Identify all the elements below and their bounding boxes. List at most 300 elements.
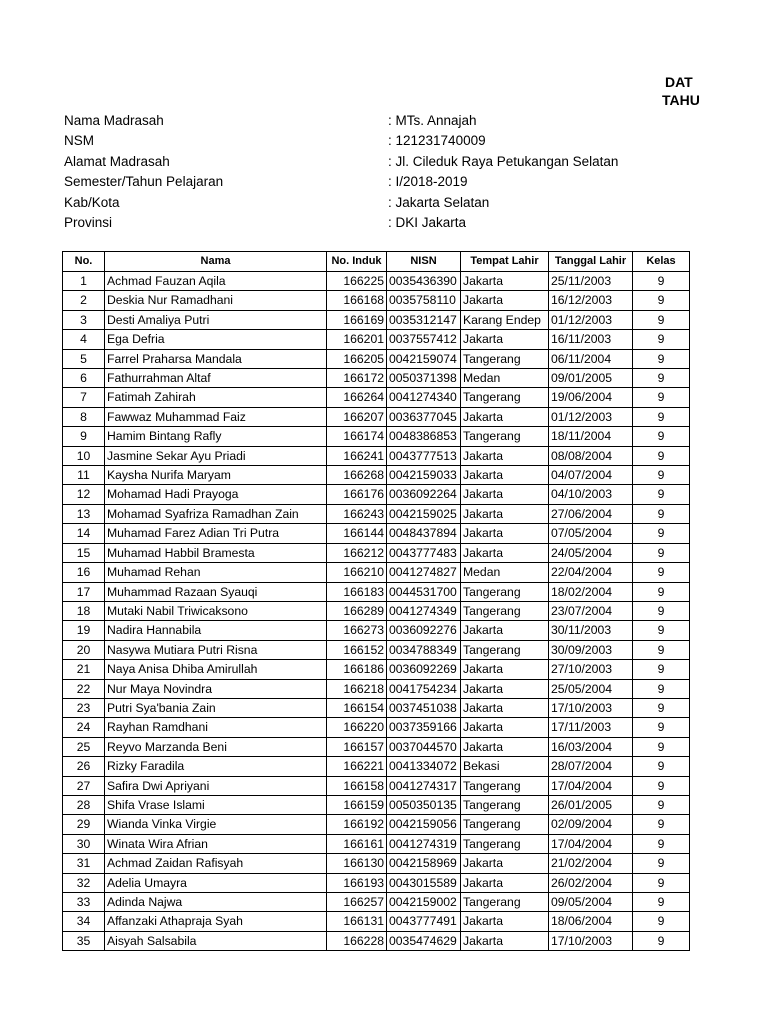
cell-tempat-lahir: Jakarta xyxy=(461,737,549,756)
cell-nisn: 0043777483 xyxy=(387,543,461,562)
page-title-line1: DAT xyxy=(665,74,693,90)
cell-no: 12 xyxy=(63,485,105,504)
cell-tanggal-lahir: 27/06/2004 xyxy=(549,504,633,523)
cell-nisn: 0037359166 xyxy=(387,718,461,737)
cell-no: 25 xyxy=(63,737,105,756)
cell-no: 15 xyxy=(63,543,105,562)
cell-no: 17 xyxy=(63,582,105,601)
cell-tanggal-lahir: 18/06/2004 xyxy=(549,912,633,931)
cell-no: 33 xyxy=(63,893,105,912)
cell-tanggal-lahir: 08/08/2004 xyxy=(549,446,633,465)
cell-no-induk: 166168 xyxy=(327,291,387,310)
cell-nama: Jasmine Sekar Ayu Priadi xyxy=(105,446,327,465)
cell-nama: Putri Sya'bania Zain xyxy=(105,698,327,717)
cell-kelas: 9 xyxy=(633,757,690,776)
cell-nama: Rizky Faradila xyxy=(105,757,327,776)
cell-kelas: 9 xyxy=(633,582,690,601)
cell-tempat-lahir: Jakarta xyxy=(461,272,549,291)
cell-nisn: 0048386853 xyxy=(387,427,461,446)
cell-nisn: 0036092269 xyxy=(387,660,461,679)
cell-no: 28 xyxy=(63,795,105,814)
cell-nisn: 0043015589 xyxy=(387,873,461,892)
info-value: : I/2018-2019 xyxy=(388,174,468,190)
table-row xyxy=(63,854,690,873)
cell-nama: Muhamad Habbil Bramesta xyxy=(105,543,327,562)
cell-nama: Muhammad Razaan Syauqi xyxy=(105,582,327,601)
cell-nama: Mohamad Syafriza Ramadhan Zain xyxy=(105,504,327,523)
cell-tempat-lahir: Jakarta xyxy=(461,466,549,485)
cell-nama: Winata Wira Afrian xyxy=(105,834,327,853)
cell-tempat-lahir: Jakarta xyxy=(461,446,549,465)
cell-no: 5 xyxy=(63,349,105,368)
cell-no: 20 xyxy=(63,640,105,659)
cell-tempat-lahir: Jakarta xyxy=(461,504,549,523)
column-header: No. xyxy=(63,252,105,272)
cell-tanggal-lahir: 17/10/2003 xyxy=(549,698,633,717)
table-row xyxy=(63,737,690,756)
cell-no-induk: 166174 xyxy=(327,427,387,446)
cell-tanggal-lahir: 30/09/2003 xyxy=(549,640,633,659)
table-row xyxy=(63,330,690,349)
cell-kelas: 9 xyxy=(633,427,690,446)
column-header: Tempat Lahir xyxy=(461,252,549,272)
cell-tempat-lahir: Jakarta xyxy=(461,873,549,892)
cell-no: 29 xyxy=(63,815,105,834)
cell-no: 1 xyxy=(63,272,105,291)
cell-tanggal-lahir: 06/11/2004 xyxy=(549,349,633,368)
cell-no-induk: 166257 xyxy=(327,893,387,912)
table-row xyxy=(63,601,690,620)
cell-tempat-lahir: Tangerang xyxy=(461,349,549,368)
cell-nisn: 0050350135 xyxy=(387,795,461,814)
cell-kelas: 9 xyxy=(633,601,690,620)
info-label: Semester/Tahun Pelajaran xyxy=(64,174,224,190)
cell-no: 3 xyxy=(63,310,105,329)
cell-nama: Deskia Nur Ramadhani xyxy=(105,291,327,310)
cell-no-induk: 166159 xyxy=(327,795,387,814)
cell-no: 22 xyxy=(63,679,105,698)
cell-no-induk: 166243 xyxy=(327,504,387,523)
cell-no: 31 xyxy=(63,854,105,873)
info-label: Provinsi xyxy=(64,214,113,230)
cell-nama: Nasywa Mutiara Putri Risna xyxy=(105,640,327,659)
cell-tanggal-lahir: 19/06/2004 xyxy=(549,388,633,407)
cell-tanggal-lahir: 09/01/2005 xyxy=(549,369,633,388)
info-value: : 121231740009 xyxy=(388,133,486,149)
table-row xyxy=(63,660,690,679)
cell-no-induk: 166218 xyxy=(327,679,387,698)
cell-tempat-lahir: Jakarta xyxy=(461,912,549,931)
cell-tanggal-lahir: 01/12/2003 xyxy=(549,310,633,329)
table-row xyxy=(63,524,690,543)
info-value: : MTs. Annajah xyxy=(388,113,477,128)
cell-no: 9 xyxy=(63,427,105,446)
cell-nama: Affanzaki Athapraja Syah xyxy=(105,912,327,931)
cell-kelas: 9 xyxy=(633,388,690,407)
table-row xyxy=(63,621,690,640)
cell-no-induk: 166241 xyxy=(327,446,387,465)
table-row xyxy=(63,272,690,291)
cell-nisn: 0036092264 xyxy=(387,485,461,504)
cell-no-induk: 166273 xyxy=(327,621,387,640)
cell-no: 7 xyxy=(63,388,105,407)
cell-kelas: 9 xyxy=(633,621,690,640)
cell-no-induk: 166201 xyxy=(327,330,387,349)
cell-tempat-lahir: Medan xyxy=(461,563,549,582)
cell-kelas: 9 xyxy=(633,504,690,523)
cell-tanggal-lahir: 21/02/2004 xyxy=(549,854,633,873)
cell-no-induk: 166268 xyxy=(327,466,387,485)
table-row xyxy=(63,931,690,950)
cell-nama: Nadira Hannabila xyxy=(105,621,327,640)
cell-tempat-lahir: Tangerang xyxy=(461,582,549,601)
table-row xyxy=(63,795,690,814)
cell-no: 35 xyxy=(63,931,105,950)
cell-nisn: 0043777513 xyxy=(387,446,461,465)
cell-tanggal-lahir: 01/12/2003 xyxy=(549,407,633,426)
cell-nisn: 0041274349 xyxy=(387,601,461,620)
info-value: : Jakarta Selatan xyxy=(388,194,490,210)
cell-tempat-lahir: Tangerang xyxy=(461,388,549,407)
cell-nisn: 0042159074 xyxy=(387,349,461,368)
cell-tempat-lahir: Jakarta xyxy=(461,931,549,950)
cell-tanggal-lahir: 28/07/2004 xyxy=(549,757,633,776)
cell-tanggal-lahir: 16/11/2003 xyxy=(549,330,633,349)
cell-no: 11 xyxy=(63,466,105,485)
cell-tempat-lahir: Tangerang xyxy=(461,776,549,795)
cell-nama: Ega Defria xyxy=(105,330,327,349)
cell-kelas: 9 xyxy=(633,524,690,543)
cell-tanggal-lahir: 16/12/2003 xyxy=(549,291,633,310)
cell-no: 27 xyxy=(63,776,105,795)
cell-nama: Hamim Bintang Rafly xyxy=(105,427,327,446)
cell-kelas: 9 xyxy=(633,660,690,679)
cell-kelas: 9 xyxy=(633,291,690,310)
cell-tempat-lahir: Tangerang xyxy=(461,834,549,853)
cell-tanggal-lahir: 17/04/2004 xyxy=(549,834,633,853)
cell-tempat-lahir: Medan xyxy=(461,369,549,388)
cell-tempat-lahir: Jakarta xyxy=(461,330,549,349)
cell-nama: Achmad Fauzan Aqila xyxy=(105,272,327,291)
table-row xyxy=(63,427,690,446)
cell-nisn: 0043777491 xyxy=(387,912,461,931)
cell-no-induk: 166289 xyxy=(327,601,387,620)
table-row xyxy=(63,543,690,562)
cell-no-induk: 166130 xyxy=(327,854,387,873)
cell-no-induk: 166161 xyxy=(327,834,387,853)
cell-tempat-lahir: Tangerang xyxy=(461,601,549,620)
cell-tempat-lahir: Karang Endep xyxy=(461,310,549,329)
cell-no-induk: 166144 xyxy=(327,524,387,543)
cell-no-induk: 166176 xyxy=(327,485,387,504)
table-row xyxy=(63,291,690,310)
cell-tanggal-lahir: 24/05/2004 xyxy=(549,543,633,562)
column-header: Tanggal Lahir xyxy=(549,252,633,272)
cell-nisn: 0041274827 xyxy=(387,563,461,582)
cell-tanggal-lahir: 30/11/2003 xyxy=(549,621,633,640)
cell-no: 2 xyxy=(63,291,105,310)
cell-nama: Rayhan Ramdhani xyxy=(105,718,327,737)
info-value: : Jl. Cileduk Raya Petukangan Selatan xyxy=(388,153,619,169)
cell-tempat-lahir: Jakarta xyxy=(461,485,549,504)
cell-kelas: 9 xyxy=(633,563,690,582)
cell-nisn: 0035474629 xyxy=(387,931,461,950)
cell-no-induk: 166193 xyxy=(327,873,387,892)
cell-nisn: 0041754234 xyxy=(387,679,461,698)
cell-nisn: 0042158969 xyxy=(387,854,461,873)
cell-tempat-lahir: Jakarta xyxy=(461,718,549,737)
cell-no-induk: 166225 xyxy=(327,272,387,291)
cell-nama: Kaysha Nurifa Maryam xyxy=(105,466,327,485)
cell-nisn: 0042159025 xyxy=(387,504,461,523)
column-header: Kelas xyxy=(633,252,690,272)
cell-tempat-lahir: Jakarta xyxy=(461,291,549,310)
cell-tanggal-lahir: 22/04/2004 xyxy=(549,563,633,582)
cell-nisn: 0037451038 xyxy=(387,698,461,717)
cell-nisn: 0041334072 xyxy=(387,757,461,776)
cell-nisn: 0035436390 xyxy=(387,272,461,291)
table-row xyxy=(63,485,690,504)
cell-tanggal-lahir: 09/05/2004 xyxy=(549,893,633,912)
column-header: NISN xyxy=(387,252,461,272)
cell-no: 34 xyxy=(63,912,105,931)
cell-no-induk: 166169 xyxy=(327,310,387,329)
cell-no-induk: 166183 xyxy=(327,582,387,601)
cell-kelas: 9 xyxy=(633,776,690,795)
cell-nama: Mohamad Hadi Prayoga xyxy=(105,485,327,504)
cell-tanggal-lahir: 17/04/2004 xyxy=(549,776,633,795)
cell-no-induk: 166154 xyxy=(327,698,387,717)
cell-nisn: 0041274340 xyxy=(387,388,461,407)
cell-no-induk: 166152 xyxy=(327,640,387,659)
cell-no: 14 xyxy=(63,524,105,543)
cell-no: 21 xyxy=(63,660,105,679)
cell-no-induk: 166220 xyxy=(327,718,387,737)
table-row xyxy=(63,912,690,931)
cell-kelas: 9 xyxy=(633,679,690,698)
table-row xyxy=(63,466,690,485)
cell-tempat-lahir: Tangerang xyxy=(461,640,549,659)
cell-nisn: 0042159002 xyxy=(387,893,461,912)
table-row xyxy=(63,718,690,737)
cell-tanggal-lahir: 18/11/2004 xyxy=(549,427,633,446)
cell-kelas: 9 xyxy=(633,795,690,814)
column-header: Nama xyxy=(105,252,327,272)
table-row xyxy=(63,388,690,407)
cell-kelas: 9 xyxy=(633,737,690,756)
info-value: : DKI Jakarta xyxy=(388,214,467,230)
cell-nama: Wianda Vinka Virgie xyxy=(105,815,327,834)
cell-nisn: 0042159056 xyxy=(387,815,461,834)
table-row xyxy=(63,776,690,795)
cell-no: 13 xyxy=(63,504,105,523)
table-row xyxy=(63,407,690,426)
cell-tanggal-lahir: 23/07/2004 xyxy=(549,601,633,620)
cell-no-induk: 166205 xyxy=(327,349,387,368)
info-label: Kab/Kota xyxy=(64,194,120,210)
cell-nama: Nur Maya Novindra xyxy=(105,679,327,698)
page-title-line2: TAHU xyxy=(662,92,700,108)
cell-kelas: 9 xyxy=(633,854,690,873)
cell-kelas: 9 xyxy=(633,407,690,426)
cell-no: 18 xyxy=(63,601,105,620)
cell-no: 6 xyxy=(63,369,105,388)
cell-tanggal-lahir: 04/07/2004 xyxy=(549,466,633,485)
cell-no: 8 xyxy=(63,407,105,426)
cell-kelas: 9 xyxy=(633,485,690,504)
cell-tempat-lahir: Jakarta xyxy=(461,524,549,543)
table-row xyxy=(63,310,690,329)
cell-nama: Reyvo Marzanda Beni xyxy=(105,737,327,756)
cell-kelas: 9 xyxy=(633,310,690,329)
table-row xyxy=(63,679,690,698)
cell-tempat-lahir: Bekasi xyxy=(461,757,549,776)
table-row xyxy=(63,504,690,523)
cell-tempat-lahir: Jakarta xyxy=(461,407,549,426)
table-row xyxy=(63,582,690,601)
cell-kelas: 9 xyxy=(633,873,690,892)
cell-kelas: 9 xyxy=(633,893,690,912)
cell-tempat-lahir: Jakarta xyxy=(461,679,549,698)
cell-kelas: 9 xyxy=(633,330,690,349)
cell-kelas: 9 xyxy=(633,543,690,562)
cell-no-induk: 166212 xyxy=(327,543,387,562)
cell-tanggal-lahir: 17/11/2003 xyxy=(549,718,633,737)
cell-kelas: 9 xyxy=(633,466,690,485)
cell-tanggal-lahir: 17/10/2003 xyxy=(549,931,633,950)
cell-no-induk: 166210 xyxy=(327,563,387,582)
cell-tanggal-lahir: 04/10/2003 xyxy=(549,485,633,504)
cell-no-induk: 166192 xyxy=(327,815,387,834)
cell-kelas: 9 xyxy=(633,815,690,834)
cell-nama: Desti Amaliya Putri xyxy=(105,310,327,329)
cell-nama: Farrel Praharsa Mandala xyxy=(105,349,327,368)
cell-nama: Muhamad Rehan xyxy=(105,563,327,582)
cell-nama: Adinda Najwa xyxy=(105,893,327,912)
cell-nisn: 0050371398 xyxy=(387,369,461,388)
cell-nama: Adelia Umayra xyxy=(105,873,327,892)
cell-tempat-lahir: Jakarta xyxy=(461,621,549,640)
info-label: Alamat Madrasah xyxy=(64,153,170,169)
cell-tanggal-lahir: 02/09/2004 xyxy=(549,815,633,834)
cell-tempat-lahir: Jakarta xyxy=(461,698,549,717)
cell-no: 19 xyxy=(63,621,105,640)
info-label: Nama Madrasah xyxy=(64,113,164,128)
cell-nisn: 0037557412 xyxy=(387,330,461,349)
cell-nisn: 0048437894 xyxy=(387,524,461,543)
cell-no-induk: 166207 xyxy=(327,407,387,426)
cell-tanggal-lahir: 18/02/2004 xyxy=(549,582,633,601)
cell-no-induk: 166157 xyxy=(327,737,387,756)
column-header: No. Induk xyxy=(327,252,387,272)
cell-kelas: 9 xyxy=(633,931,690,950)
cell-no: 30 xyxy=(63,834,105,853)
cell-tanggal-lahir: 27/10/2003 xyxy=(549,660,633,679)
cell-nisn: 0035758110 xyxy=(387,291,461,310)
cell-no-induk: 166186 xyxy=(327,660,387,679)
table-row xyxy=(63,369,690,388)
cell-nama: Safira Dwi Apriyani xyxy=(105,776,327,795)
cell-no-induk: 166264 xyxy=(327,388,387,407)
cell-nama: Achmad Zaidan Rafisyah xyxy=(105,854,327,873)
cell-nisn: 0034788349 xyxy=(387,640,461,659)
cell-kelas: 9 xyxy=(633,834,690,853)
cell-nisn: 0041274319 xyxy=(387,834,461,853)
cell-nisn: 0044531700 xyxy=(387,582,461,601)
cell-tempat-lahir: Jakarta xyxy=(461,660,549,679)
cell-nisn: 0041274317 xyxy=(387,776,461,795)
cell-tanggal-lahir: 07/05/2004 xyxy=(549,524,633,543)
cell-kelas: 9 xyxy=(633,349,690,368)
cell-nisn: 0036092276 xyxy=(387,621,461,640)
cell-nama: Fatimah Zahirah xyxy=(105,388,327,407)
cell-tempat-lahir: Jakarta xyxy=(461,854,549,873)
cell-nama: Mutaki Nabil Triwicaksono xyxy=(105,601,327,620)
cell-nisn: 0035312147 xyxy=(387,310,461,329)
cell-no-induk: 166221 xyxy=(327,757,387,776)
cell-kelas: 9 xyxy=(633,446,690,465)
cell-no-induk: 166158 xyxy=(327,776,387,795)
cell-nama: Muhamad Farez Adian Tri Putra xyxy=(105,524,327,543)
cell-no: 16 xyxy=(63,563,105,582)
cell-no: 10 xyxy=(63,446,105,465)
info-label: NSM xyxy=(64,133,94,149)
cell-kelas: 9 xyxy=(633,718,690,737)
table-row xyxy=(63,815,690,834)
table-row xyxy=(63,698,690,717)
table-row xyxy=(63,640,690,659)
cell-no-induk: 166172 xyxy=(327,369,387,388)
cell-nisn: 0037044570 xyxy=(387,737,461,756)
cell-no: 4 xyxy=(63,330,105,349)
cell-kelas: 9 xyxy=(633,698,690,717)
table-body xyxy=(63,272,690,951)
cell-no-induk: 166228 xyxy=(327,931,387,950)
cell-nama: Aisyah Salsabila xyxy=(105,931,327,950)
cell-nama: Shifa Vrase Islami xyxy=(105,795,327,814)
cell-nama: Fathurrahman Altaf xyxy=(105,369,327,388)
cell-tempat-lahir: Jakarta xyxy=(461,543,549,562)
cell-kelas: 9 xyxy=(633,912,690,931)
cell-tempat-lahir: Tangerang xyxy=(461,795,549,814)
table-header-row xyxy=(63,252,690,272)
cell-tanggal-lahir: 25/11/2003 xyxy=(549,272,633,291)
cell-no: 23 xyxy=(63,698,105,717)
cell-tempat-lahir: Tangerang xyxy=(461,893,549,912)
table-row xyxy=(63,563,690,582)
cell-no: 32 xyxy=(63,873,105,892)
cell-tempat-lahir: Tangerang xyxy=(461,815,549,834)
cell-nisn: 0036377045 xyxy=(387,407,461,426)
cell-tanggal-lahir: 26/02/2004 xyxy=(549,873,633,892)
table-row xyxy=(63,757,690,776)
cell-no: 24 xyxy=(63,718,105,737)
table-row xyxy=(63,446,690,465)
cell-tanggal-lahir: 16/03/2004 xyxy=(549,737,633,756)
cell-no: 26 xyxy=(63,757,105,776)
table-row xyxy=(63,834,690,853)
cell-no-induk: 166131 xyxy=(327,912,387,931)
cell-tanggal-lahir: 25/05/2004 xyxy=(549,679,633,698)
cell-nama: Naya Anisa Dhiba Amirullah xyxy=(105,660,327,679)
cell-kelas: 9 xyxy=(633,369,690,388)
cell-kelas: 9 xyxy=(633,640,690,659)
student-table xyxy=(62,251,690,951)
cell-tempat-lahir: Tangerang xyxy=(461,427,549,446)
cell-nisn: 0042159033 xyxy=(387,466,461,485)
table-row xyxy=(63,873,690,892)
cell-tanggal-lahir: 26/01/2005 xyxy=(549,795,633,814)
